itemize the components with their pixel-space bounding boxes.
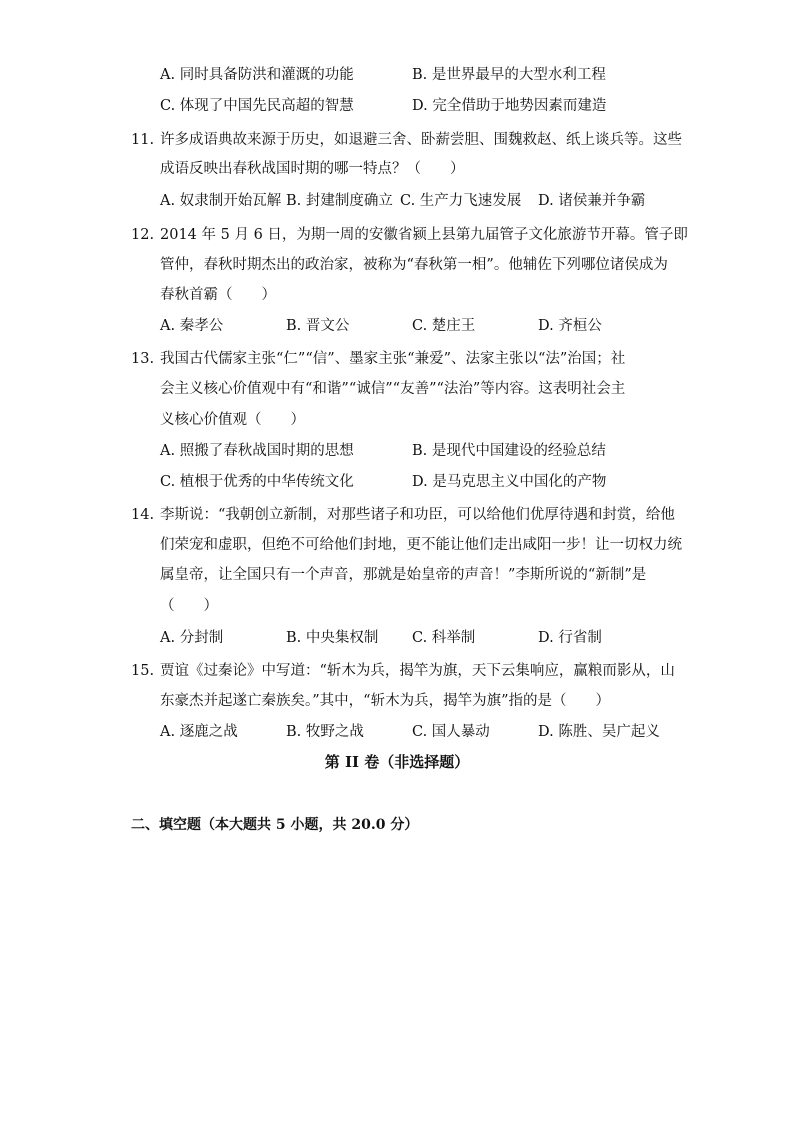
q15-stem-line-2: 东豪杰并起遂亡秦族矣。”其中，“斩木为兵，揭竿为旗”指的是（ ） [160, 693, 610, 709]
q14-stem-line-2: 们荣宠和虚职，但绝不可给他们封地，更不能让他们走出咸阳一步！让一切权力统 [160, 537, 682, 553]
q14-stem-line-1: 李斯说：“我朝创立新制，对那些诸子和功臣，可以给他们优厚待遇和封赏，给他 [160, 507, 675, 523]
q14-stem-line-3: 属皇帝，让全国只有一个声音，那就是始皇帝的声音！”李斯所说的“新制”是 [160, 567, 647, 583]
q12-stem-line-1: 2014 年 5 月 6 日，为期一周的安徽省颍上县第九届管子文化旅游节开幕。管子即 [160, 227, 688, 243]
q13-option-b: B. 是现代中国建设的经验总结 [412, 443, 606, 459]
q11-number: 11. [131, 132, 155, 148]
section2-heading: 二、填空题（本大题共 5 小题，共 20.0 分） [131, 817, 419, 833]
q12-option-d: D. 齐桓公 [538, 318, 602, 334]
q15-number: 15. [131, 663, 155, 679]
q12-number: 12. [131, 227, 155, 243]
q14-stem-line-4: （ ） [160, 598, 218, 614]
q12-option-a: A. 秦孝公 [160, 318, 224, 334]
q11-option-a: A. 奴隶制开始瓦解 [160, 193, 282, 209]
q13-stem-line-1: 我国古代儒家主张“仁”“信”、墨家主张“兼爱”、法家主张以“法”治国；社 [160, 351, 626, 367]
q12-option-b: B. 晋文公 [286, 318, 350, 334]
q10-option-d: D. 完全借助于地势因素而建造 [412, 98, 607, 114]
q14-option-b: B. 中央集权制 [286, 630, 379, 646]
q10-option-a: A. 同时具备防洪和灌溉的功能 [160, 67, 354, 83]
q13-option-d: D. 是马克思主义中国化的产物 [412, 474, 607, 490]
q13-stem-line-2: 会主义核心价值观中有“和谐”“诚信”“友善”“法治”等内容。这表明社会主 [160, 381, 626, 397]
q11-stem-line-1: 许多成语典故来源于历史，如退避三舍、卧薪尝胆、围魏救赵、纸上谈兵等。这些 [160, 132, 682, 148]
q10-option-b: B. 是世界最早的大型水利工程 [412, 67, 606, 83]
q13-option-c: C. 植根于优秀的中华传统文化 [160, 474, 354, 490]
q13-number: 13. [131, 351, 155, 367]
q15-stem-line-1: 贾谊《过秦论》中写道：“斩木为兵，揭竿为旗，天下云集响应，赢粮而影从，山 [160, 663, 675, 679]
q11-stem-line-2: 成语反映出春秋战国时期的哪一特点？（ ） [160, 161, 465, 177]
part2-heading: 第 II 卷（非选择题） [324, 753, 470, 771]
q14-option-a: A. 分封制 [160, 630, 224, 646]
q14-number: 14. [131, 507, 155, 523]
q15-option-b: B. 牧野之战 [286, 724, 364, 740]
q13-stem-line-3: 义核心价值观（ ） [160, 412, 305, 428]
q12-option-c: C. 楚庄王 [412, 318, 476, 334]
q12-stem-line-3: 春秋首霸（ ） [160, 287, 276, 303]
q15-option-d: D. 陈胜、吴广起义 [538, 724, 660, 740]
q13-option-a: A. 照搬了春秋战国时期的思想 [160, 443, 354, 459]
q11-option-d: D. 诸侯兼并争霸 [538, 193, 646, 209]
q14-option-d: D. 行省制 [538, 630, 602, 646]
q12-stem-line-2: 管仲，春秋时期杰出的政治家，被称为“春秋第一相”。他辅佐下列哪位诸侯成为 [160, 257, 668, 273]
q10-option-c: C. 体现了中国先民高超的智慧 [160, 98, 354, 114]
q14-option-c: C. 科举制 [412, 630, 476, 646]
q15-option-c: C. 国人暴动 [412, 724, 490, 740]
q11-option-b: B. 封建制度确立 [286, 193, 393, 209]
q11-option-c: C. 生产力飞速发展 [400, 193, 522, 209]
q15-option-a: A. 逐鹿之战 [160, 724, 238, 740]
